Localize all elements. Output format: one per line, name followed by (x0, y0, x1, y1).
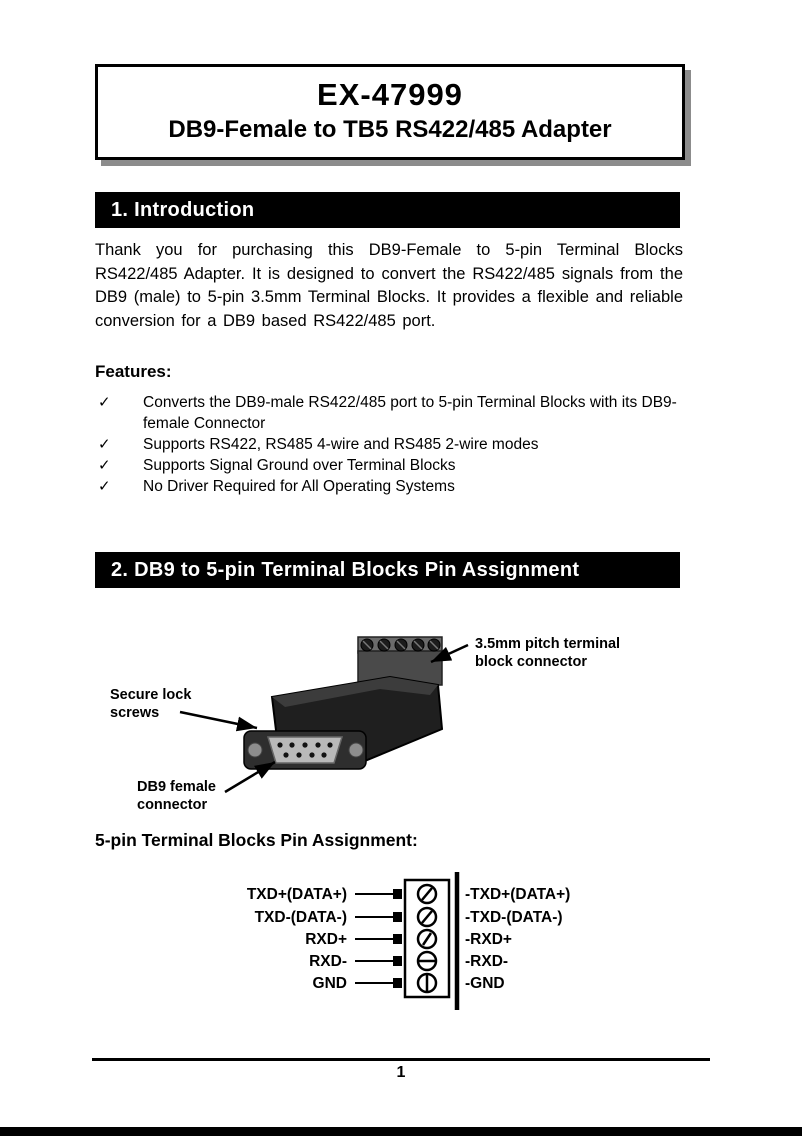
footer-divider (92, 1058, 710, 1061)
feature-text: Supports Signal Ground over Terminal Blocks (143, 457, 456, 474)
product-model: EX-47999 (317, 77, 463, 112)
title-box (95, 64, 685, 160)
checkmark-icon: ✓ (98, 457, 111, 474)
features-list (98, 392, 683, 497)
pin-label-left: TXD+(DATA+) (246, 886, 347, 903)
pin-assignment-subheading: 5-pin Terminal Blocks Pin Assignment: (95, 830, 418, 850)
pin-label-left: RXD- (309, 953, 347, 970)
product-name: DB9-Female to TB5 RS422/485 Adapter (168, 116, 612, 143)
feature-item (98, 455, 683, 476)
pin-leads (355, 894, 393, 983)
feature-item (98, 434, 683, 455)
feature-text: Converts the DB9-male RS422/485 port to 5-pin Terminal Blocks with its DB9-female Connector (143, 394, 677, 432)
wire-clamps (393, 889, 402, 988)
feature-item (98, 476, 683, 497)
features-heading: Features: (95, 362, 172, 381)
pin-label-right: -TXD-(DATA-) (465, 909, 563, 926)
pin-label-right: -TXD+(DATA+) (465, 886, 571, 903)
feature-text: No Driver Required for All Operating Systems (143, 478, 455, 495)
lock-screw-icon (248, 743, 262, 757)
feature-item (98, 392, 683, 434)
pin-label-right: -RXD- (465, 953, 509, 970)
pin-label-left: GND (312, 975, 347, 992)
page-number: 1 (396, 1064, 406, 1081)
callout-terminal-block: 3.5mm pitch terminal block connector (475, 636, 621, 670)
callout-db9-female-connector: DB9 female connector (137, 779, 216, 813)
bottom-edge-bar (0, 1127, 802, 1136)
feature-text: Supports RS422, RS485 4-wire and RS485 2-wire modes (143, 436, 539, 453)
pin-label-left: RXD+ (305, 931, 347, 948)
introduction-paragraph: Thank you for purchasing this DB9-Female to 5-pin Terminal Blocks RS422/485 Adapter. It is designed to convert the RS422/485 signals from the DB9 (male) to 5-pin 3.5mm Terminal Blocks. It provides a flexible and reliable conversion for a DB9 based RS422/485 port. (95, 241, 683, 330)
section-header-introduction: 1. Introduction (95, 192, 680, 228)
checkmark-icon: ✓ (98, 436, 111, 453)
checkmark-icon: ✓ (98, 478, 111, 495)
pin-label-right: -GND (465, 975, 505, 992)
checkmark-icon: ✓ (98, 394, 111, 411)
adapter-photo (230, 625, 470, 805)
screw-terminals (418, 885, 436, 992)
lock-screw-icon (349, 743, 363, 757)
callout-secure-lock-screws: Secure lock screws (110, 687, 192, 721)
pin-label-right: -RXD+ (465, 931, 512, 948)
section-header-pin-assignment: 2. DB9 to 5-pin Terminal Blocks Pin Assignment (95, 552, 680, 588)
pin-label-left: TXD-(DATA-) (254, 909, 347, 926)
pin-assignment-diagram (225, 872, 605, 1012)
db9-female-connector (244, 731, 366, 769)
adapter-figure (95, 600, 685, 830)
